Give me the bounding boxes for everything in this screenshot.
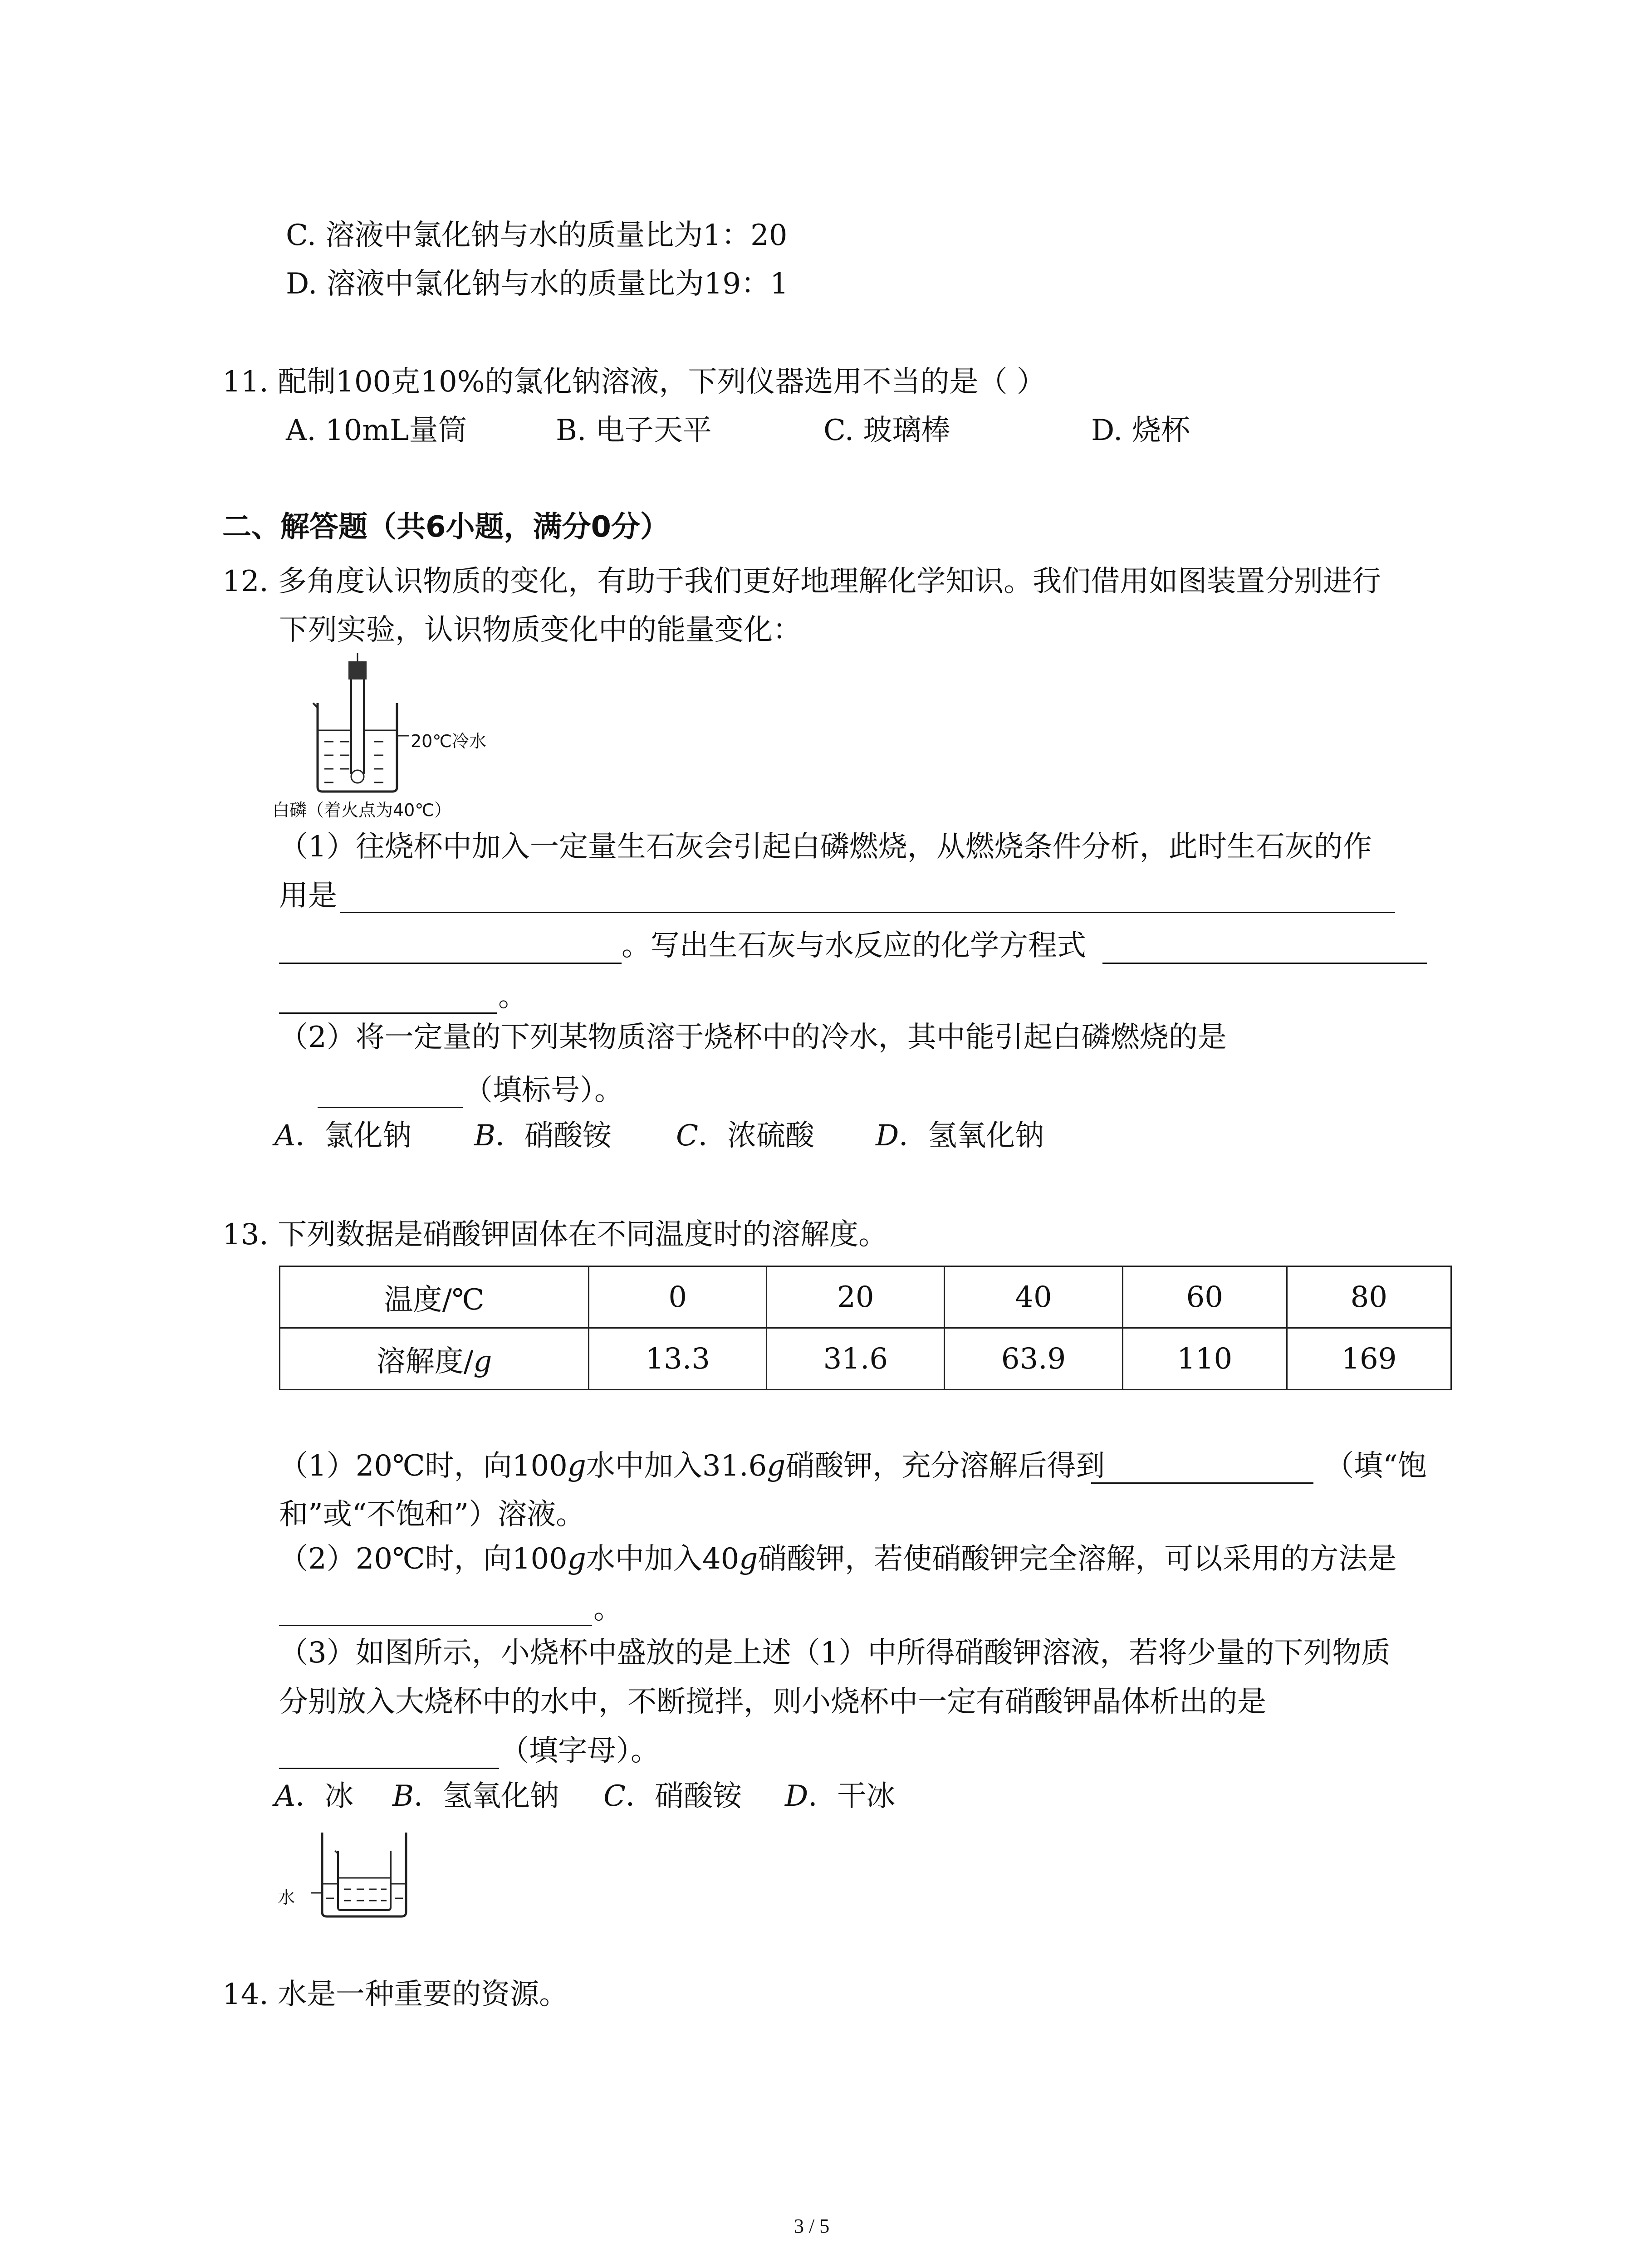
q13-p1-line1: （1）20℃时，向100g水中加入31.6g硝酸钾，充分溶解后得到: [279, 1449, 1105, 1483]
q12-p1-blank2[interactable]: [279, 963, 622, 964]
q12-p1-blank4[interactable]: [279, 1012, 497, 1014]
table-cell: 20: [767, 1266, 945, 1328]
q12-stem-line2: 下列实验，认识物质变化中的能量变化：: [279, 613, 802, 647]
q11-option-c: C. 玻璃棒: [823, 414, 950, 447]
q13-option-b: B．氢氧化钠: [392, 1779, 559, 1813]
table-cell: 40: [945, 1266, 1122, 1328]
table-row-temperature: [280, 1266, 1451, 1328]
q13-p1-line1-tail: （填“饱: [1325, 1449, 1427, 1483]
q13-stem: 13. 下列数据是硝酸钾固体在不同温度时的溶解度。: [222, 1218, 888, 1251]
q12-p1-line3: 。写出生石灰与水反应的化学方程式: [622, 929, 1086, 963]
q11-option-a: A. 10mL量筒: [286, 414, 467, 447]
table-row-solubility: [280, 1328, 1451, 1390]
q13-p1-blank[interactable]: [1091, 1482, 1313, 1484]
q13-water-label: 水: [278, 1887, 295, 1907]
table-cell: 溶解度/g: [280, 1328, 589, 1390]
table-cell: 13.3: [589, 1328, 767, 1390]
q13-p3-line2: 分别放入大烧杯中的水中，不断搅拌，则小烧杯中一定有硝酸钾晶体析出的是: [279, 1685, 1266, 1719]
q12-water-label: 20℃冷水: [411, 731, 487, 751]
q10-option-d: D. 溶液中氯化钠与水的质量比为19：1: [286, 267, 789, 301]
table-cell: 0: [589, 1266, 767, 1328]
page-number: 3 / 5: [794, 2215, 830, 2237]
q12-p1-line1: （1）往烧杯中加入一定量生石灰会引起白磷燃烧，从燃烧条件分析，此时生石灰的作: [279, 830, 1372, 864]
q12-p2-blank[interactable]: [318, 1107, 463, 1108]
q12-p1-blank1[interactable]: [340, 912, 1395, 913]
q12-p1-line4: 。: [498, 980, 527, 1013]
q13-option-a: A．冰: [274, 1779, 354, 1813]
q12-p1-blank3[interactable]: [1102, 963, 1427, 964]
table-cell: 63.9: [945, 1328, 1122, 1390]
q13-option-c: C．硝酸铵: [603, 1779, 742, 1813]
q12-stem-line1: 12. 多角度认识物质的变化，有助于我们更好地理解化学知识。我们借用如图装置分别进行: [222, 565, 1381, 598]
q13-option-d: D．干冰: [785, 1779, 896, 1813]
q13-p1-line2: 和”或“不饱和”）溶液。: [279, 1498, 585, 1531]
solubility-table: [279, 1266, 1452, 1390]
q14-stem: 14. 水是一种重要的资源。: [222, 1978, 568, 2011]
q12-option-c: C．浓硫酸: [676, 1119, 814, 1153]
table-cell: 110: [1122, 1328, 1287, 1390]
q11-option-d: D. 烧杯: [1091, 414, 1190, 447]
q13-beakers-figure: [313, 1830, 417, 1921]
q13-p3-line3: （填字母）。: [500, 1734, 660, 1768]
table-cell: 温度/℃: [280, 1266, 589, 1328]
q13-p3-blank[interactable]: [279, 1768, 499, 1769]
table-cell: 80: [1287, 1266, 1451, 1328]
q13-p2-line2: 。: [593, 1592, 622, 1626]
section-heading: 二、解答题（共6小题，满分0分）: [222, 510, 670, 544]
q13-p3-line1: （3）如图所示，小烧杯中盛放的是上述（1）中所得硝酸钾溶液，若将少量的下列物质: [279, 1636, 1391, 1670]
q12-option-d: D．氢氧化钠: [876, 1119, 1044, 1153]
q12-option-b: B．硝酸铵: [474, 1119, 612, 1153]
q11-stem: 11. 配制100克10%的氯化钠溶液，下列仪器选用不当的是（ ）: [222, 365, 1046, 399]
q12-option-a: A．氯化钠: [274, 1119, 412, 1153]
q11-option-b: B. 电子天平: [556, 414, 712, 447]
q13-p2-line1: （2）20℃时，向100g水中加入40g硝酸钾，若使硝酸钾完全溶解，可以采用的方法是: [279, 1542, 1397, 1576]
q13-p2-blank[interactable]: [279, 1625, 592, 1626]
q12-p2-line1: （2）将一定量的下列某物质溶于烧杯中的冷水，其中能引起白磷燃烧的是: [279, 1021, 1227, 1054]
q12-phosphorus-label: 白磷（着火点为40℃）: [272, 800, 452, 820]
q10-option-c: C. 溶液中氯化钠与水的质量比为1：20: [286, 219, 788, 252]
table-cell: 169: [1287, 1328, 1451, 1390]
table-cell: 31.6: [767, 1328, 945, 1390]
q12-p2-line2: （填标号）。: [464, 1074, 623, 1107]
q12-p1-line2: 用是: [279, 879, 337, 913]
table-cell: 60: [1122, 1266, 1287, 1328]
